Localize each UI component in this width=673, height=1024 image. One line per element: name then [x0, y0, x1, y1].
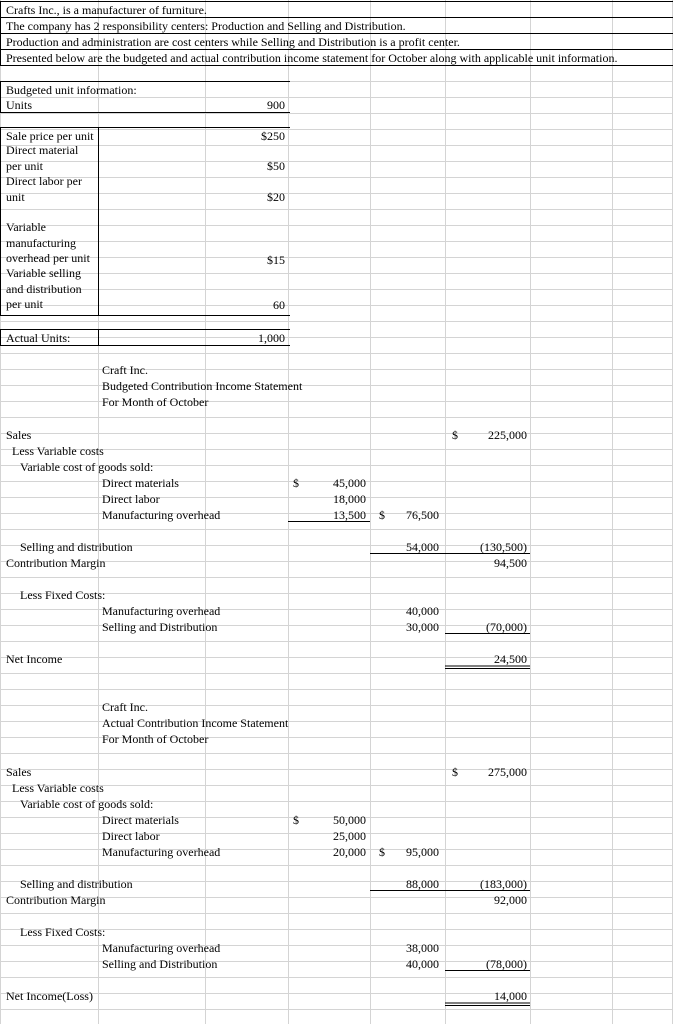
- budget-title: Budgeted Contribution Income Statement: [102, 379, 303, 393]
- actual-fixed-sd-value: 40,000: [406, 957, 439, 971]
- budget-net-income-label: Net Income: [6, 652, 63, 666]
- budget-moh-value: 13,500: [333, 508, 366, 522]
- dm-per-unit-label: Direct material per unit: [6, 143, 79, 173]
- budget-var-cogs: Variable cost of goods sold:: [20, 460, 154, 474]
- budget-company: Craft Inc.: [102, 363, 148, 377]
- budget-info-header: Budgeted unit information:: [6, 83, 137, 97]
- actual-period: For Month of October: [102, 732, 209, 746]
- voh-per-unit-value: $15: [267, 253, 285, 267]
- budget-net-income-value: 24,500: [494, 652, 527, 666]
- actual-company: Craft Inc.: [102, 700, 148, 714]
- budget-sales-label: Sales: [6, 428, 32, 442]
- actual-cogs-sign: $: [379, 845, 385, 859]
- actual-cm-label: Contribution Margin: [6, 893, 106, 907]
- intro-line-3: Production and administration are cost centers while Selling and Distribution is a profit center.: [6, 35, 460, 49]
- actual-sd-label: Selling and distribution: [20, 877, 133, 891]
- actual-cogs-total: 95,000: [406, 845, 439, 859]
- actual-var-cogs: Variable cost of goods sold:: [20, 797, 154, 811]
- actual-dm-value: 50,000: [333, 813, 366, 827]
- actual-less-variable: Less Variable costs: [12, 781, 104, 795]
- actual-title: Actual Contribution Income Statement: [102, 716, 289, 730]
- budget-cm-value: 94,500: [494, 556, 527, 570]
- budget-fixed-moh-value: 40,000: [406, 604, 439, 618]
- budget-fixed-total: (70,000): [486, 620, 527, 634]
- actual-dl-value: 25,000: [333, 829, 366, 843]
- units-value: 900: [267, 98, 285, 112]
- actual-moh-value: 20,000: [333, 845, 366, 859]
- dl-per-unit-value: $20: [267, 190, 285, 204]
- dm-per-unit-value: $50: [267, 159, 285, 173]
- actual-units-label: Actual Units:: [6, 331, 71, 345]
- actual-dm-label: Direct materials: [102, 813, 179, 827]
- budget-moh-label: Manufacturing overhead: [102, 508, 221, 522]
- budget-sales-sign: $: [452, 428, 458, 442]
- actual-net-income-value: 14,000: [494, 989, 527, 1003]
- actual-less-fixed: Less Fixed Costs:: [20, 925, 106, 939]
- price-label: Sale price per unit: [6, 129, 94, 143]
- budget-fixed-moh-label: Manufacturing overhead: [102, 604, 221, 618]
- budget-fixed-sd-value: 30,000: [406, 620, 439, 634]
- budget-dm-value: 45,000: [333, 476, 366, 490]
- actual-cm-value: 92,000: [494, 893, 527, 907]
- actual-dm-sign: $: [293, 813, 299, 827]
- actual-dl-label: Direct labor: [102, 829, 160, 843]
- vsd-per-unit-value: 60: [273, 298, 285, 312]
- actual-fixed-total: (78,000): [486, 957, 527, 971]
- budget-sd-label: Selling and distribution: [20, 540, 133, 554]
- intro-line-1: Crafts Inc., is a manufacturer of furniture.: [6, 3, 207, 17]
- budget-period: For Month of October: [102, 395, 209, 409]
- budget-dm-sign: $: [293, 476, 299, 490]
- actual-fixed-sd-label: Selling and Distribution: [102, 957, 218, 971]
- budget-sd-value: 54,000: [406, 540, 439, 554]
- budget-cogs-sign: $: [379, 508, 385, 522]
- actual-sales-label: Sales: [6, 765, 32, 779]
- intro-line-4: Presented below are the budgeted and actual contribution income statement for October along with applicable unit information.: [6, 51, 618, 65]
- dl-per-unit-label: Direct labor per unit: [6, 174, 82, 204]
- units-label: Units: [6, 98, 33, 112]
- budget-dm-label: Direct materials: [102, 476, 179, 490]
- actual-fixed-moh-label: Manufacturing overhead: [102, 941, 221, 955]
- budget-var-total: (130,500): [480, 540, 527, 554]
- budget-fixed-sd-label: Selling and Distribution: [102, 620, 218, 634]
- actual-sales-sign: $: [452, 765, 458, 779]
- budget-less-fixed: Less Fixed Costs:: [20, 588, 106, 602]
- price-value: $250: [261, 129, 285, 143]
- vsd-per-unit-label: Variable selling and distribution per unit: [6, 266, 82, 311]
- intro-line-2: The company has 2 responsibility centers: Production and Selling and Distribution.: [6, 19, 406, 33]
- budget-dl-value: 18,000: [333, 492, 366, 506]
- actual-sales-value: 275,000: [488, 765, 527, 779]
- budget-less-variable: Less Variable costs: [12, 444, 104, 458]
- actual-net-income-label: Net Income(Loss): [6, 989, 93, 1003]
- actual-units-value: 1,000: [258, 331, 285, 345]
- actual-sd-value: 88,000: [406, 877, 439, 891]
- actual-moh-label: Manufacturing overhead: [102, 845, 221, 859]
- actual-fixed-moh-value: 38,000: [406, 941, 439, 955]
- budget-cm-label: Contribution Margin: [6, 556, 106, 570]
- actual-var-total: (183,000): [480, 877, 527, 891]
- budget-cogs-total: 76,500: [406, 508, 439, 522]
- voh-per-unit-label: Variable manufacturing overhead per unit: [6, 220, 90, 265]
- budget-sales-value: 225,000: [488, 428, 527, 442]
- budget-dl-label: Direct labor: [102, 492, 160, 506]
